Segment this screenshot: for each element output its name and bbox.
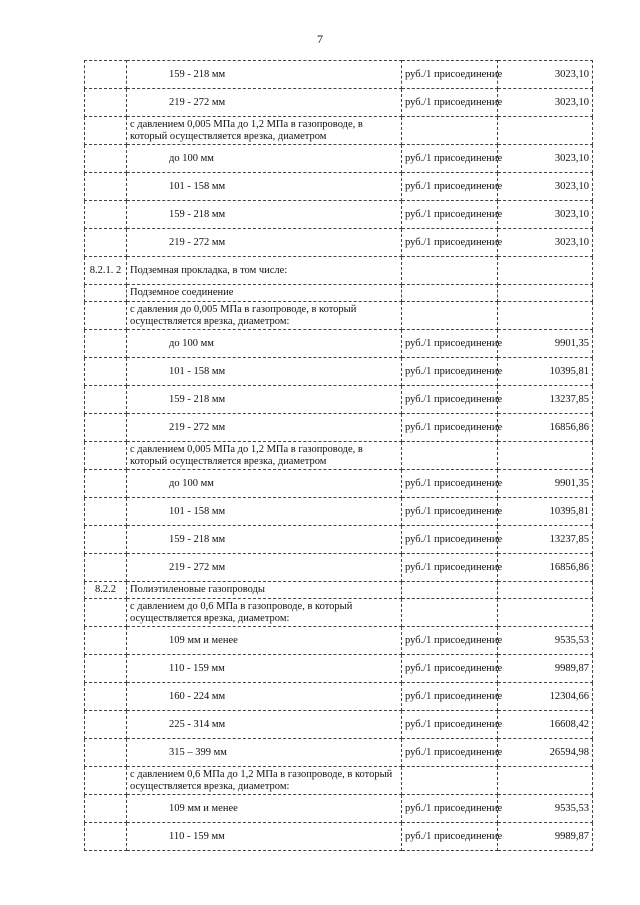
tariff-table [84,60,593,851]
table-row [85,627,593,655]
row-price: 9989,87 [498,823,593,851]
row-unit: руб./1 присоединение [402,739,498,767]
row-description: 159 - 218 мм [127,201,402,229]
table-row [85,173,593,201]
page-number: 7 [317,32,323,46]
row-unit [402,582,498,599]
row-unit: руб./1 присоединение [402,229,498,257]
row-number [85,627,127,655]
row-unit: руб./1 присоединение [402,711,498,739]
row-unit [402,285,498,302]
row-number [85,201,127,229]
row-description: 101 - 158 мм [127,358,402,386]
table-row [85,358,593,386]
row-number [85,89,127,117]
row-number [85,173,127,201]
table-row [85,201,593,229]
row-description: с давлением 0,005 МПа до 1,2 МПа в газопроводе, в который осуществляется врезка, диаметром [127,117,402,145]
row-number [85,498,127,526]
table-row [85,285,593,302]
row-unit: руб./1 присоединение [402,61,498,89]
row-number: 8.2.2 [85,582,127,599]
row-unit: руб./1 присоединение [402,823,498,851]
row-number [85,599,127,627]
row-number [85,358,127,386]
table-row [85,599,593,627]
row-description: 315 – 399 мм [127,739,402,767]
row-unit [402,442,498,470]
row-price [498,767,593,795]
row-price [498,302,593,330]
row-price: 10395,81 [498,358,593,386]
row-unit: руб./1 присоединение [402,414,498,442]
row-unit: руб./1 присоединение [402,386,498,414]
row-price: 12304,66 [498,683,593,711]
table-row [85,739,593,767]
row-price [498,117,593,145]
table-row [85,61,593,89]
row-price [498,599,593,627]
row-number [85,442,127,470]
row-description: до 100 мм [127,470,402,498]
row-description: 101 - 158 мм [127,498,402,526]
row-unit: руб./1 присоединение [402,201,498,229]
row-unit: руб./1 присоединение [402,470,498,498]
row-unit: руб./1 присоединение [402,683,498,711]
row-unit [402,257,498,285]
table-row [85,526,593,554]
row-price: 26594,98 [498,739,593,767]
table-row [85,582,593,599]
table-row [85,767,593,795]
row-number [85,470,127,498]
row-description: Подземное соединение [127,285,402,302]
row-number [85,526,127,554]
row-description: с давления до 0,005 МПа в газопроводе, в который осуществляется врезка, диаметром: [127,302,402,330]
row-number [85,739,127,767]
row-description: 160 - 224 мм [127,683,402,711]
table-row [85,823,593,851]
row-price: 3023,10 [498,89,593,117]
row-unit: руб./1 присоединение [402,358,498,386]
row-number: 8.2.1. 2 [85,257,127,285]
row-description: 225 - 314 мм [127,711,402,739]
tariff-table-body [85,61,593,851]
row-price: 10395,81 [498,498,593,526]
row-price: 3023,10 [498,229,593,257]
row-unit: руб./1 присоединение [402,145,498,173]
table-row [85,89,593,117]
row-description: 159 - 218 мм [127,526,402,554]
row-price: 9535,53 [498,795,593,823]
row-description: до 100 мм [127,145,402,173]
row-number [85,285,127,302]
row-price: 16856,86 [498,554,593,582]
row-price: 13237,85 [498,526,593,554]
row-price: 16856,86 [498,414,593,442]
row-number [85,117,127,145]
table-row [85,554,593,582]
row-price: 3023,10 [498,61,593,89]
row-unit: руб./1 присоединение [402,655,498,683]
row-price: 9535,53 [498,627,593,655]
table-row [85,229,593,257]
row-description: 110 - 159 мм [127,823,402,851]
row-unit: руб./1 присоединение [402,554,498,582]
row-description: 219 - 272 мм [127,414,402,442]
row-number [85,61,127,89]
row-unit: руб./1 присоединение [402,330,498,358]
row-description: до 100 мм [127,330,402,358]
table-row [85,470,593,498]
row-unit [402,767,498,795]
table-row [85,302,593,330]
row-number [85,414,127,442]
row-number [85,711,127,739]
row-description: с давлением до 0,6 МПа в газопроводе, в который осуществляется врезка, диаметром: [127,599,402,627]
table-row [85,257,593,285]
row-description: 159 - 218 мм [127,61,402,89]
row-number [85,795,127,823]
row-number [85,683,127,711]
table-row [85,683,593,711]
row-description: Полиэтиленовые газопроводы [127,582,402,599]
row-description: 101 - 158 мм [127,173,402,201]
row-unit: руб./1 присоединение [402,173,498,201]
table-row [85,117,593,145]
table-row [85,498,593,526]
row-price: 9901,35 [498,470,593,498]
row-price: 3023,10 [498,173,593,201]
row-description: с давлением 0,6 МПа до 1,2 МПа в газопроводе, в который осуществляется врезка, диаметром: [127,767,402,795]
row-description: 219 - 272 мм [127,89,402,117]
row-number [85,302,127,330]
table-row [85,795,593,823]
row-price: 13237,85 [498,386,593,414]
row-unit [402,117,498,145]
row-price: 9901,35 [498,330,593,358]
row-price [498,582,593,599]
row-unit: руб./1 присоединение [402,627,498,655]
row-unit: руб./1 присоединение [402,526,498,554]
row-unit [402,302,498,330]
table-row [85,414,593,442]
row-price: 3023,10 [498,201,593,229]
row-unit: руб./1 присоединение [402,498,498,526]
table-row [85,145,593,173]
row-description: 219 - 272 мм [127,229,402,257]
row-number [85,229,127,257]
row-description: 110 - 159 мм [127,655,402,683]
row-unit [402,599,498,627]
row-unit: руб./1 присоединение [402,89,498,117]
row-description: Подземная прокладка, в том числе: [127,257,402,285]
row-description: 159 - 218 мм [127,386,402,414]
row-description: 219 - 272 мм [127,554,402,582]
row-unit: руб./1 присоединение [402,795,498,823]
row-number [85,330,127,358]
row-description: 109 мм и менее [127,795,402,823]
row-price: 9989,87 [498,655,593,683]
row-number [85,554,127,582]
table-row [85,386,593,414]
row-description: 109 мм и менее [127,627,402,655]
row-number [85,767,127,795]
row-number [85,823,127,851]
table-row [85,330,593,358]
row-price: 16608,42 [498,711,593,739]
table-row [85,442,593,470]
row-price: 3023,10 [498,145,593,173]
row-price [498,285,593,302]
table-row [85,655,593,683]
row-number [85,145,127,173]
row-price [498,442,593,470]
row-number [85,655,127,683]
table-row [85,711,593,739]
row-number [85,386,127,414]
row-price [498,257,593,285]
row-description: с давлением 0,005 МПа до 1,2 МПа в газопроводе, в который осуществляется врезка, диаметром [127,442,402,470]
